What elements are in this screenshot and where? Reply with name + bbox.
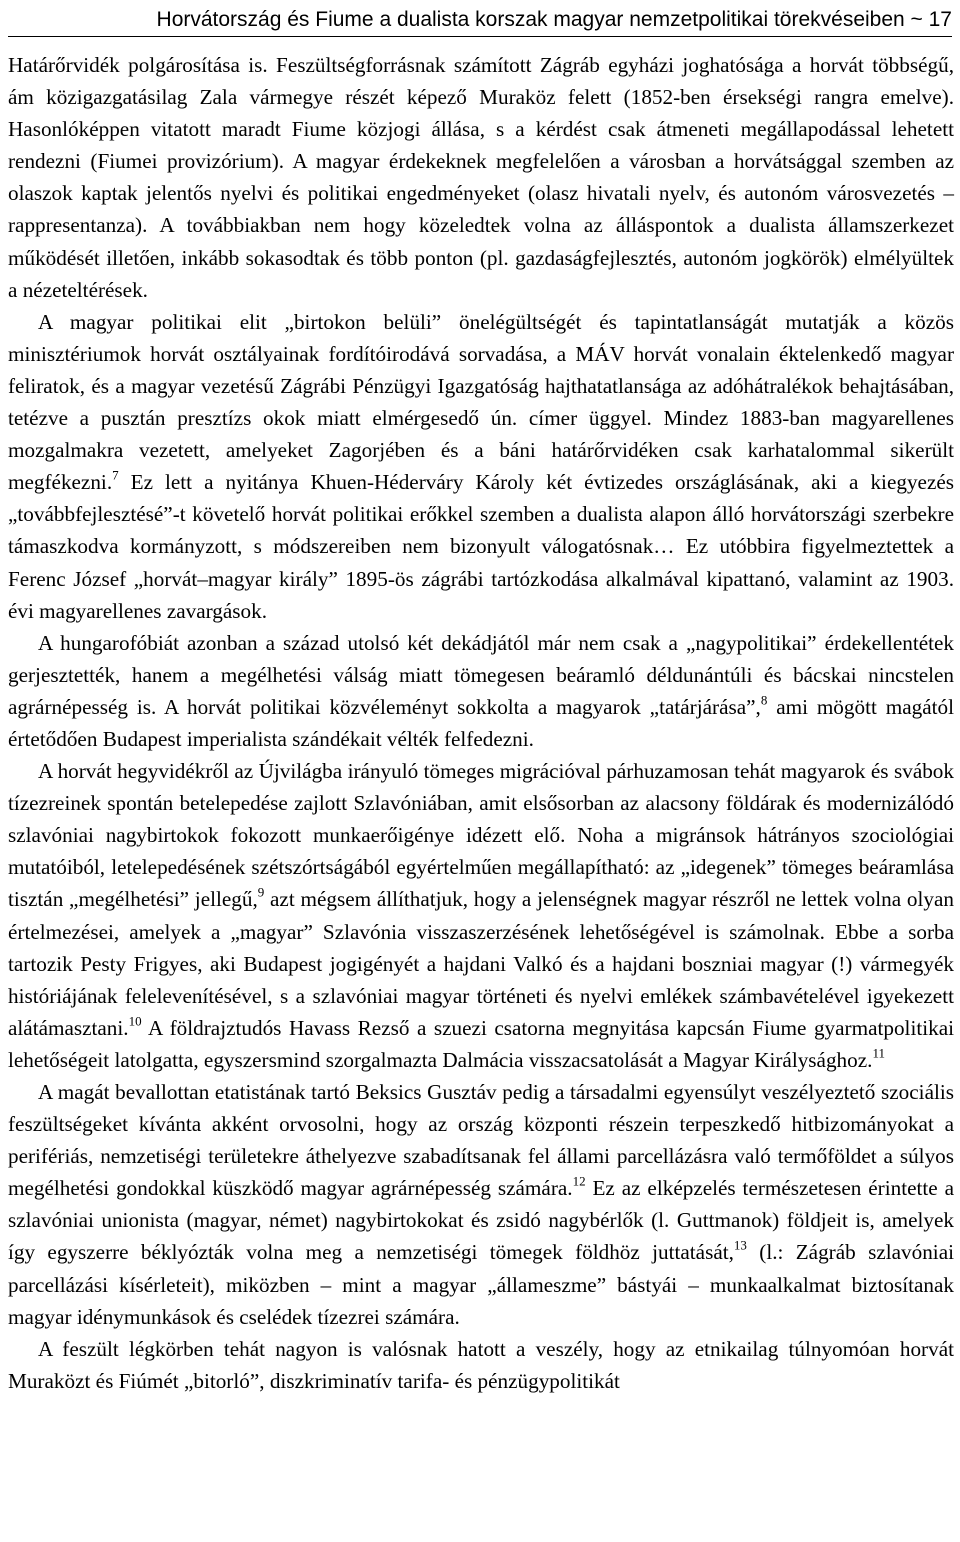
footnote-ref: 10 <box>128 1013 142 1029</box>
paragraph-text: A földrajztudós Havass Rezső a szuezi csatorna megnyitása kapcsán Fiume gyarmatpolitikai lehetőségeit latolgatta, egyszersmind szorgalmazta Dalmácia visszacsatolását a Magyar Királysághoz. <box>8 1015 954 1072</box>
running-header: Horvátország és Fiume a dualista korszak magyar nemzetpolitikai törekvéseiben ~ 17 <box>8 4 952 37</box>
paragraph-text: A magát bevallottan etatistának tartó Beksics Gusztáv pedig a társadalmi egyensúlyt veszélyeztető szociális feszültségeket kívánta akként orvosolni, hogy az ország központi részein terpeszkedő hitbizományokat a perifériás, nemzetiségi területekre áthelyezve szabadítsanak fel állami parcellázásra való termőföldet a súlyos megélhetési gondokkal küszködő magyar agrárnépesség számára. <box>8 1080 954 1201</box>
paragraph-text: Határőrvidék polgárosítása is. Feszültségforrásnak számított Zágráb egyházi joghatósága a horvát többségű, ám közigazgatásilag Zala vármegye részét képező Muraköz felett (1852-ben érsekségi rangra emelve). Hasonlóképpen vitatott maradt Fiume közjogi állása, s a kérdést csak átmeneti megállapodással lehetett rendezni (Fiumei provizórium). A magyar érdekeknek megfelelően a városban a horvátsággal szemben az olaszok kaptak jelentős nyelvi és politikai engedményeket (olasz hivatali nyelv, és autonóm városvezetés – rappresentanza). A továbbiakban nem hogy közeledtek volna az álláspontok a dualista államszerkezet működését illetően, inkább sokasodtak és több ponton (pl. gazdaságfejlesztés, autonóm jogkörök) elmélyültek a nézeteltérések. <box>8 53 954 302</box>
paragraph <box>8 1076 954 1333</box>
paragraph-text: A magyar politikai elit „birtokon belüli” önelégültségét és tapintatlanságát mutatják a közös minisztériumok horvát osztályainak fordítóirodává sorvadása, a MÁV horvát vonalain éktelenkedő magyar feliratok, és a magyar vezetésű Zágrábi Pénzügyi Igazgatóság hajthatatlansága az adóhátralékok behajtásában, tetézve a pusztán presztízs okok miatt elmérgesedő ún. címer üggyel. Mindez 1883-ban magyarellenes mozgalmakra vezetett, amelyeket Zagorjében és a báni határőrvidéken csak karhatalommal sikerült megfékezni. <box>8 309 954 495</box>
paragraph-text: A feszült légkörben tehát nagyon is valósnak hatott a veszély, hogy az etnikailag túlnyomóan horvát Muraközt és Fiúmét „bitorló”, diszkriminatív tarifa- és pénzügypolitikát <box>8 1336 954 1393</box>
paragraph <box>8 755 954 1076</box>
paragraph-text: ami mögött magától értetődően Budapest imperialista szándékait vélték felfedezni. <box>8 694 954 751</box>
paragraph-text: Ez az elképzelés természetesen érintette a szlavóniai unionista (magyar, német) nagybirtokokat és zsidó nagybérlők (l. Guttmanok) földjeit is, amelyek így egyszerre béklyózták volna meg a nemzetiségi tömegek földhöz juttatását, <box>8 1176 954 1265</box>
footnote-ref: 8 <box>760 692 768 708</box>
paragraph-text: A hungarofóbiát azonban a század utolsó két dekádjától már nem csak a „nagypolitikai” érdekellentétek gerjesztették, hanem a megélhetési válság miatt tömegesen beáramló déldunántúli és bácskai nincstelen agrárnépesség is. A horvát politikai közvéleményt sokkolta a magyarok „tatárjárása”, <box>8 630 954 719</box>
footnote-ref: 13 <box>733 1237 747 1253</box>
paragraph <box>8 1333 954 1397</box>
paragraph <box>8 49 954 306</box>
paragraph-text: Ez lett a nyitánya Khuen-Héderváry Károly két évtizedes országlásának, aki a kiegyezés „továbbfejlesztésé”-t követelő horvát politikai erőkkel szemben a dualista alapon álló horvátországi szerbekre támaszkodva kormányzott, s módszereiben nem bizonyult válogatósnak… Ez utóbbira figyelmeztettek a Ferenc József „horvát–magyar király” 1895-ös zágrábi tartózkodása alkalmával kipattanó, valamint az 1903. évi magyarellenes zavargások. <box>8 470 954 623</box>
body-text <box>8 49 954 1397</box>
footnote-ref: 9 <box>257 884 265 900</box>
footnote-ref: 12 <box>572 1173 586 1189</box>
paragraph <box>8 306 954 627</box>
paragraph-text: (l.: Zágráb szlavóniai parcellázási kísérleteit), miközben – mint a magyar „állameszme” bástyái – munkaalkalmat biztosítanak magyar idénymunkások és cselédek tízezrei számára. <box>8 1240 954 1329</box>
footnote-ref: 7 <box>112 467 119 483</box>
paragraph-text: azt mégsem állíthatjuk, hogy a jelenségnek magyar részről ne lettek volna olyan értelmezései, amelyek a „magyar” Szlavónia visszaszerzésének lehetőségével is számolnak. Ebbe a sorba tartozik Pesty Frigyes, aki Budapest jogigényét a hajdani Valkó és a hajdani boszniai magyar (!) vármegyék históriájának felelevenítésével, s a szlavóniai magyar történeti és nyelvi emlékek számbavételével igyekezett alátámasztani. <box>8 887 954 1040</box>
paragraph <box>8 627 954 755</box>
footnote-ref: 11 <box>872 1045 885 1061</box>
paragraph-text: A horvát hegyvidékről az Újvilágba irányuló tömeges migrációval párhuzamosan tehát magyarok és svábok tízezreinek spontán betelepedése zajlott Szlavóniában, amit elsősorban az alacsony földárak és modernizálódó szlavóniai nagybirtokok fokozott munkaerőigénye idézett elő. Noha a migránsok hátrányos szociológiai mutatóiból, letelepedésének szétszórtságából egyértelműen megállapítható: az „idegenek” tömeges beáramlása tisztán „megélhetési” jellegű, <box>8 759 954 912</box>
